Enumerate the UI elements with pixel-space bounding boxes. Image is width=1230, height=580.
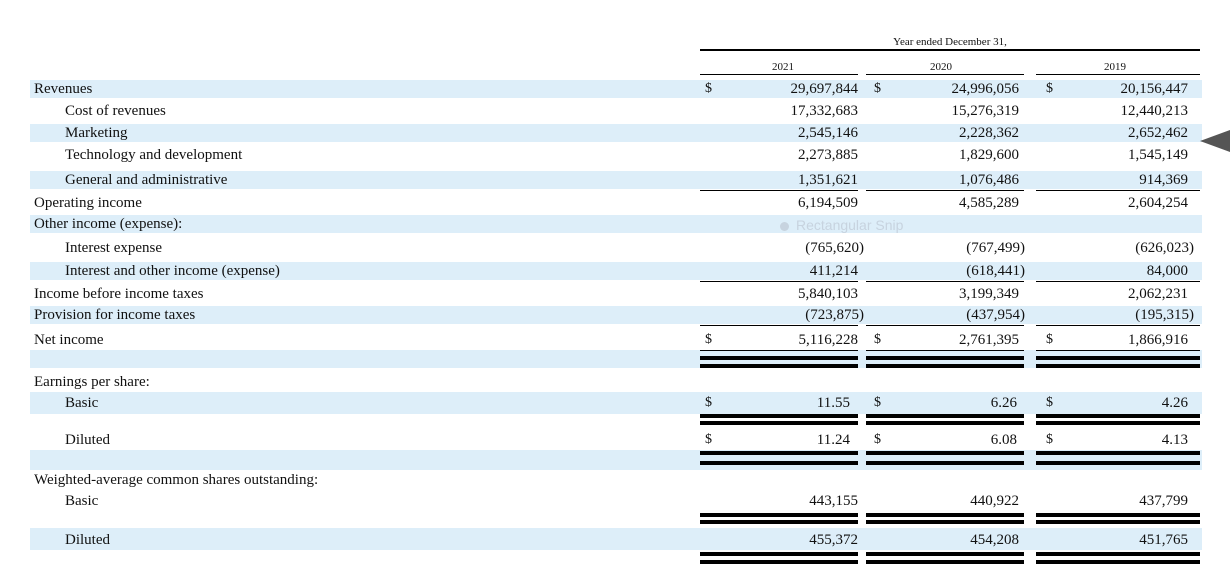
- double-underline: [866, 560, 1024, 564]
- double-underline: [866, 421, 1024, 425]
- value-eps-basic-2019: 4.26: [1161, 395, 1188, 411]
- value-opinc-2020: 4,585,289: [959, 195, 1019, 211]
- label-provision-taxes: Provision for income taxes: [34, 307, 196, 323]
- subtotal-rule: [700, 325, 858, 326]
- double-underline: [866, 461, 1024, 465]
- total-rule: [700, 350, 858, 351]
- label-eps-basic: Basic: [65, 395, 99, 411]
- value-eps-diluted-2019: 4.13: [1161, 432, 1188, 448]
- currency-symbol: $: [705, 81, 712, 96]
- year-underline: [866, 74, 1024, 75]
- value-technology-2019: 1,545,149: [1128, 147, 1188, 163]
- label-interest-expense: Interest expense: [65, 240, 163, 256]
- value-shares-diluted-2019: 451,765: [1139, 532, 1188, 548]
- value-ga-2020: 1,076,486: [959, 172, 1019, 188]
- rectangular-snip-overlay: [780, 217, 903, 233]
- subtotal-rule: [1036, 325, 1200, 326]
- value-cost-2019: 12,440,213: [1120, 103, 1188, 119]
- year-2019: 2019: [1104, 61, 1126, 73]
- double-underline: [866, 451, 1024, 455]
- value-eps-diluted-2021: 11.24: [816, 432, 850, 448]
- double-underline: [866, 552, 1024, 556]
- total-rule: [866, 350, 1024, 351]
- year-2020: 2020: [930, 61, 952, 73]
- value-cost-2021: 17,332,683: [790, 103, 858, 119]
- value-cost-2020: 15,276,319: [951, 103, 1019, 119]
- label-net-income: Net income: [34, 332, 104, 348]
- value-eps-diluted-2020: 6.08: [990, 432, 1017, 448]
- label-shares-diluted: Diluted: [65, 532, 110, 548]
- value-ni-2021: 5,116,228: [798, 332, 858, 348]
- value-revenues-2019: 20,156,447: [1120, 81, 1188, 97]
- currency-symbol: $: [1046, 395, 1053, 410]
- currency-symbol: $: [1046, 81, 1053, 96]
- double-underline: [1036, 364, 1200, 368]
- value-ibt-2021: 5,840,103: [798, 286, 858, 302]
- year-underline: [700, 74, 858, 75]
- value-technology-2021: 2,273,885: [798, 147, 858, 163]
- subtotal-rule: [1036, 281, 1200, 282]
- double-underline: [700, 421, 858, 425]
- label-other-income: Other income (expense):: [34, 216, 183, 232]
- currency-symbol: $: [1046, 432, 1053, 447]
- value-shares-diluted-2021: 455,372: [809, 532, 858, 548]
- value-opinc-2021: 6,194,509: [798, 195, 858, 211]
- label-general-admin: General and administrative: [65, 172, 228, 188]
- value-ni-2020: 2,761,395: [959, 332, 1019, 348]
- value-shares-basic-2021: 443,155: [809, 493, 858, 509]
- double-underline: [1036, 356, 1200, 360]
- double-underline: [700, 520, 858, 524]
- double-underline: [1036, 451, 1200, 455]
- label-eps-diluted: Diluted: [65, 432, 110, 448]
- value-ga-2019: 914,369: [1139, 172, 1188, 188]
- label-revenues: Revenues: [34, 81, 93, 97]
- double-underline: [1036, 414, 1200, 418]
- currency-symbol: $: [874, 395, 881, 410]
- year-underline: [1036, 74, 1200, 75]
- double-underline: [866, 513, 1024, 517]
- double-underline: [866, 364, 1024, 368]
- subtotal-rule: [700, 190, 858, 191]
- row-band: [30, 350, 1202, 368]
- total-rule: [1036, 350, 1200, 351]
- label-operating-income: Operating income: [34, 195, 142, 211]
- subtotal-rule: [700, 281, 858, 282]
- value-ibt-2020: 3,199,349: [959, 286, 1019, 302]
- double-underline: [700, 552, 858, 556]
- subtotal-rule: [1036, 190, 1200, 191]
- value-revenues-2021: 29,697,844: [790, 81, 858, 97]
- value-ga-2021: 1,351,621: [798, 172, 858, 188]
- currency-symbol: $: [874, 81, 881, 96]
- value-tax-2021: (723,875): [805, 307, 864, 323]
- double-underline: [1036, 421, 1200, 425]
- currency-symbol: $: [705, 395, 712, 410]
- row-band: [30, 306, 1202, 324]
- header-rule: [700, 49, 1200, 51]
- value-marketing-2020: 2,228,362: [959, 125, 1019, 141]
- double-underline: [700, 364, 858, 368]
- value-intother-2020: (618,441): [966, 263, 1025, 279]
- double-underline: [700, 356, 858, 360]
- row-band: [30, 215, 1202, 233]
- value-intexp-2019: (626,023): [1135, 240, 1194, 256]
- pointer-arrow-icon: [1200, 130, 1230, 152]
- label-eps: Earnings per share:: [34, 374, 150, 390]
- double-underline: [866, 356, 1024, 360]
- double-underline: [700, 560, 858, 564]
- double-underline: [700, 461, 858, 465]
- value-intother-2021: 411,214: [809, 263, 858, 279]
- value-marketing-2019: 2,652,462: [1128, 125, 1188, 141]
- label-technology: Technology and development: [65, 147, 243, 163]
- currency-symbol: $: [1046, 332, 1053, 347]
- value-eps-basic-2020: 6.26: [990, 395, 1017, 411]
- value-shares-basic-2019: 437,799: [1139, 493, 1188, 509]
- value-eps-basic-2021: 11.55: [816, 395, 850, 411]
- double-underline: [700, 451, 858, 455]
- currency-symbol: $: [705, 332, 712, 347]
- row-band: [30, 528, 1202, 550]
- year-2021: 2021: [772, 61, 794, 73]
- double-underline: [866, 414, 1024, 418]
- label-marketing: Marketing: [65, 125, 128, 141]
- label-weighted-shares: Weighted-average common shares outstanding:: [34, 472, 319, 488]
- subtotal-rule: [866, 190, 1024, 191]
- row-band: [30, 392, 1202, 414]
- label-interest-other: Interest and other income (expense): [65, 263, 280, 279]
- double-underline: [1036, 560, 1200, 564]
- value-ibt-2019: 2,062,231: [1128, 286, 1188, 302]
- double-underline: [700, 414, 858, 418]
- currency-symbol: $: [705, 432, 712, 447]
- subtotal-rule: [866, 325, 1024, 326]
- value-shares-diluted-2020: 454,208: [970, 532, 1019, 548]
- label-income-before-taxes: Income before income taxes: [34, 286, 204, 302]
- record-dot-icon: [780, 222, 789, 231]
- value-technology-2020: 1,829,600: [959, 147, 1019, 163]
- value-intexp-2021: (765,620): [805, 240, 864, 256]
- value-intother-2019: 84,000: [1146, 263, 1188, 279]
- subtotal-rule: [866, 281, 1024, 282]
- value-shares-basic-2020: 440,922: [970, 493, 1019, 509]
- value-tax-2019: (195,315): [1135, 307, 1194, 323]
- double-underline: [866, 520, 1024, 524]
- label-cost-of-revenues: Cost of revenues: [65, 103, 166, 119]
- double-underline: [1036, 513, 1200, 517]
- row-band: [30, 450, 1202, 470]
- value-marketing-2021: 2,545,146: [798, 125, 858, 141]
- value-tax-2020: (437,954): [966, 307, 1025, 323]
- value-revenues-2020: 24,996,056: [951, 81, 1019, 97]
- value-ni-2019: 1,866,916: [1128, 332, 1188, 348]
- double-underline: [1036, 552, 1200, 556]
- double-underline: [1036, 461, 1200, 465]
- row-band: [30, 124, 1202, 142]
- label-shares-basic: Basic: [65, 493, 99, 509]
- period-label: Year ended December 31,: [893, 36, 1007, 48]
- double-underline: [1036, 520, 1200, 524]
- currency-symbol: $: [874, 332, 881, 347]
- double-underline: [700, 513, 858, 517]
- value-opinc-2019: 2,604,254: [1128, 195, 1188, 211]
- value-intexp-2020: (767,499): [966, 240, 1025, 256]
- currency-symbol: $: [874, 432, 881, 447]
- row-band: [30, 80, 1202, 98]
- ghost-text: Rectangular Snip: [796, 217, 904, 233]
